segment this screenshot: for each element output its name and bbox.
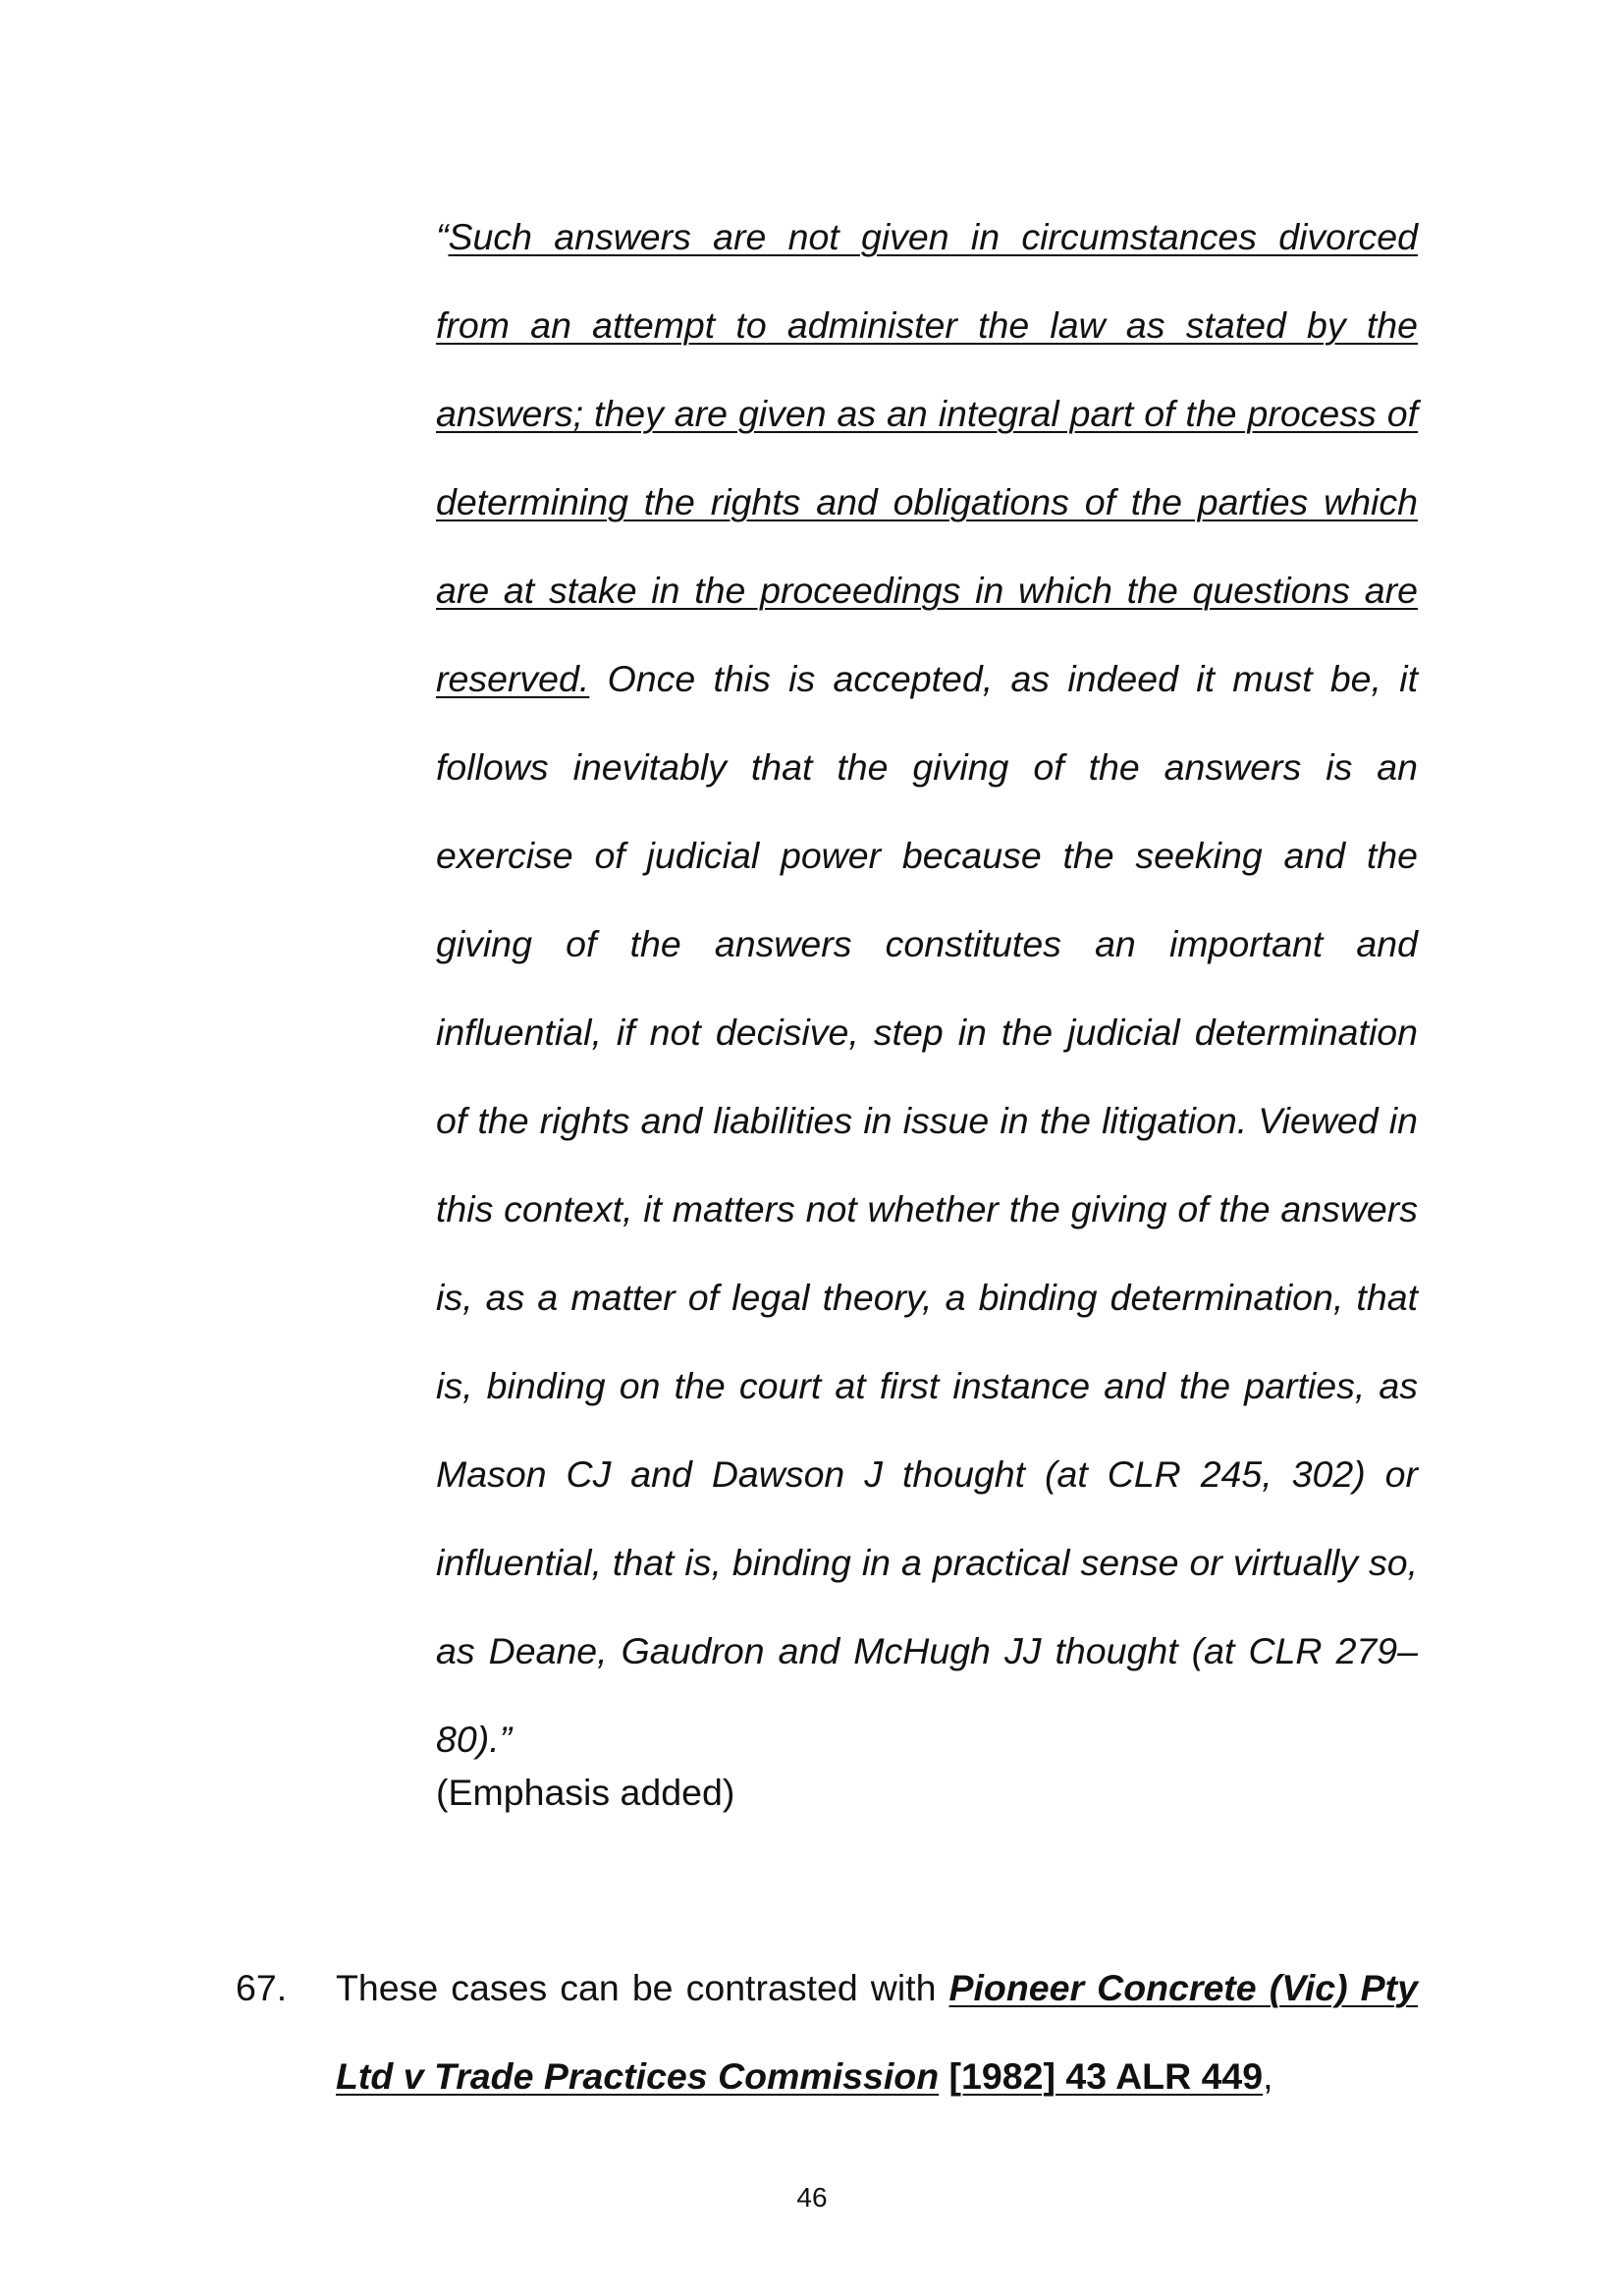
case-name: Pioneer Concrete (Vic) Pty Ltd v Trade Practices Commission xyxy=(336,1967,1418,2097)
page-number: 46 xyxy=(796,2182,828,2213)
quoted-passage xyxy=(436,192,1418,1783)
quote-remaining-text: Once this is accepted, as indeed it must be, it follows inevitably that the giving of the answers is an exercise of judicial power because the seeking and the giving of the answers constitutes an important and influential, if not decisive, step in the judicial determination of the rights and liabilities in issue in the litigation. Viewed in this context, it matters not whether the giving of the answers is, as a matter of legal theory, a binding determination, that is, binding on the court at first instance and the parties, as Mason CJ and Dawson J thought (at CLR 245, 302) or influential, that is, binding in a practical sense or virtually so, as Deane, Gaudron and McHugh JJ thought (at CLR 279–80).” xyxy=(436,658,1418,1760)
paragraph-trailing-punctuation: , xyxy=(1263,2055,1273,2097)
quote-open-mark: “ xyxy=(436,216,449,257)
paragraph-lead-text: These cases can be contrasted with xyxy=(336,1967,949,2008)
paragraph-text xyxy=(336,1943,1418,2120)
quote-emphasized-text: Such answers are not given in circumstances divorced from an attempt to administer the law as stated by the answers; they are given as an integral part of the process of determining the rights and obligations of the parties which are at stake in the proceedings in which the questions are reserved. xyxy=(436,216,1418,699)
paragraph-67 xyxy=(236,1943,1418,2120)
case-citation-space xyxy=(939,2055,948,2097)
paragraph-number: 67. xyxy=(236,1967,288,2008)
case-citation: [1982] 43 ALR 449 xyxy=(948,2055,1264,2097)
emphasis-note: (Emphasis added) xyxy=(436,1772,735,1813)
